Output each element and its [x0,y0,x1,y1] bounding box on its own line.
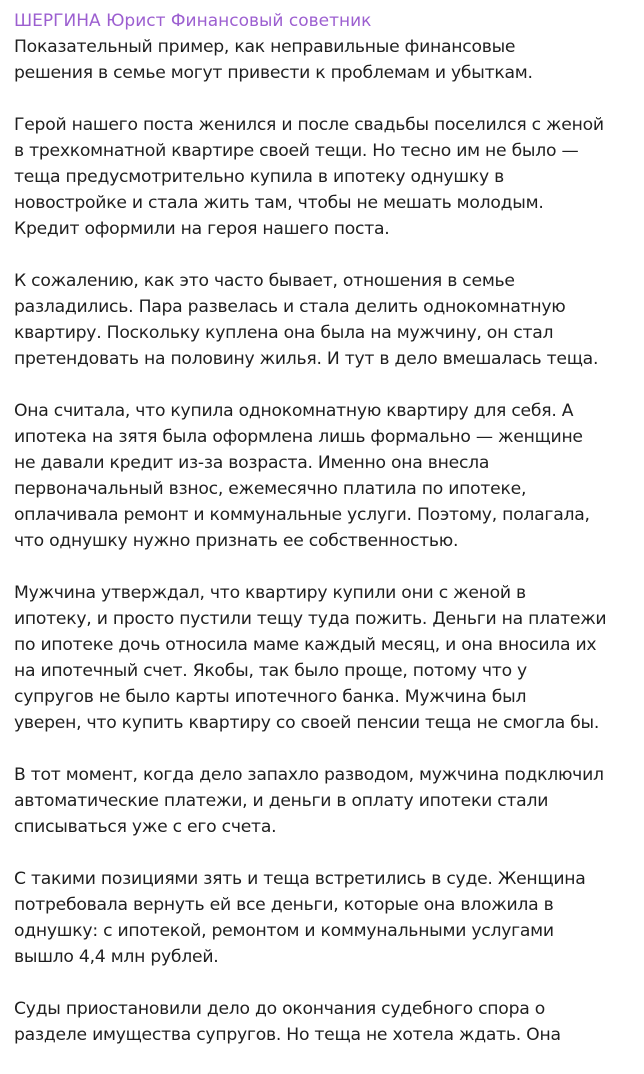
text-line: Герой нашего поста женился и после свадьбы поселился с женой [14,115,604,135]
text-line: оплачивала ремонт и коммунальные услуги. Поэтому, полагала, [14,505,590,525]
text-line: Она считала, что купила однокомнатную квартиру для себя. А [14,401,574,421]
text-line: супругов не было карты ипотечного банка. Мужчина был [14,687,527,707]
text-line: Мужчина утверждал, что квартиру купили они с женой в [14,583,526,603]
message-bubble [14,8,634,1074]
text-line: теща предусмотрительно купила в ипотеку однушку в [14,167,504,187]
paragraph [14,112,634,242]
text-line: К сожалению, как это часто бывает, отношения в семье [14,271,515,291]
text-line: вышло 4,4 млн рублей. [14,947,219,967]
text-line: новостройке и стала жить там, чтобы не мешать молодым. [14,193,544,213]
paragraph [14,34,634,86]
text-line: квартиру. Поскольку куплена она была на мужчину, он стал [14,323,554,343]
text-line: списываться уже с его счета. [14,817,277,837]
text-line: Показательный пример, как неправильные финансовые [14,37,516,57]
text-line: потребовала вернуть ей все деньги, которые она вложила в [14,895,554,915]
text-line: ипотека на зятя была оформлена лишь формально — женщине [14,427,583,447]
paragraph [14,866,634,970]
text-line: автоматические платежи, и деньги в оплату ипотеки стали [14,791,549,811]
text-line: на ипотечный счет. Якобы, так было проще, потому что у [14,661,527,681]
text-line: не давали кредит из-за возраста. Именно она внесла [14,453,490,473]
text-line: в трехкомнатной квартире своей тещи. Но тесно им не было — [14,141,579,161]
text-line: разделе имущества супругов. Но теща не хотела ждать. Она [14,1025,561,1045]
text-line: претендовать на половину жилья. И тут в дело вмешалась теща. [14,349,599,369]
text-line: однушку: с ипотекой, ремонтом и коммунальными услугами [14,921,554,941]
paragraph [14,996,634,1048]
text-line: В тот момент, когда дело запахло разводом, мужчина подключил [14,765,604,785]
text-line: по ипотеке дочь относила маме каждый месяц, и она вносила их [14,635,597,655]
paragraph [14,398,634,554]
text-line: С такими позициями зять и теща встретились в суде. Женщина [14,869,586,889]
author-name[interactable]: ШЕРГИНА Юрист Финансовый советник [14,11,372,31]
message-text [14,34,634,1048]
text-line: разладились. Пара развелась и стала делить однокомнатную [14,297,566,317]
text-line: что однушку нужно признать ее собственностью. [14,531,459,551]
paragraph [14,762,634,840]
text-line: Кредит оформили на героя нашего поста. [14,219,390,239]
text-line: ипотеку, и просто пустили тещу туда пожить. Деньги на платежи [14,609,607,629]
text-line: решения в семье могут привести к проблемам и убыткам. [14,63,533,83]
text-line: уверен, что купить квартиру со своей пенсии теща не смогла бы. [14,713,600,733]
paragraph [14,580,634,736]
text-line: Суды приостановили дело до окончания судебного спора о [14,999,545,1019]
paragraph [14,268,634,372]
text-line: первоначальный взнос, ежемесячно платила по ипотеке, [14,479,527,499]
